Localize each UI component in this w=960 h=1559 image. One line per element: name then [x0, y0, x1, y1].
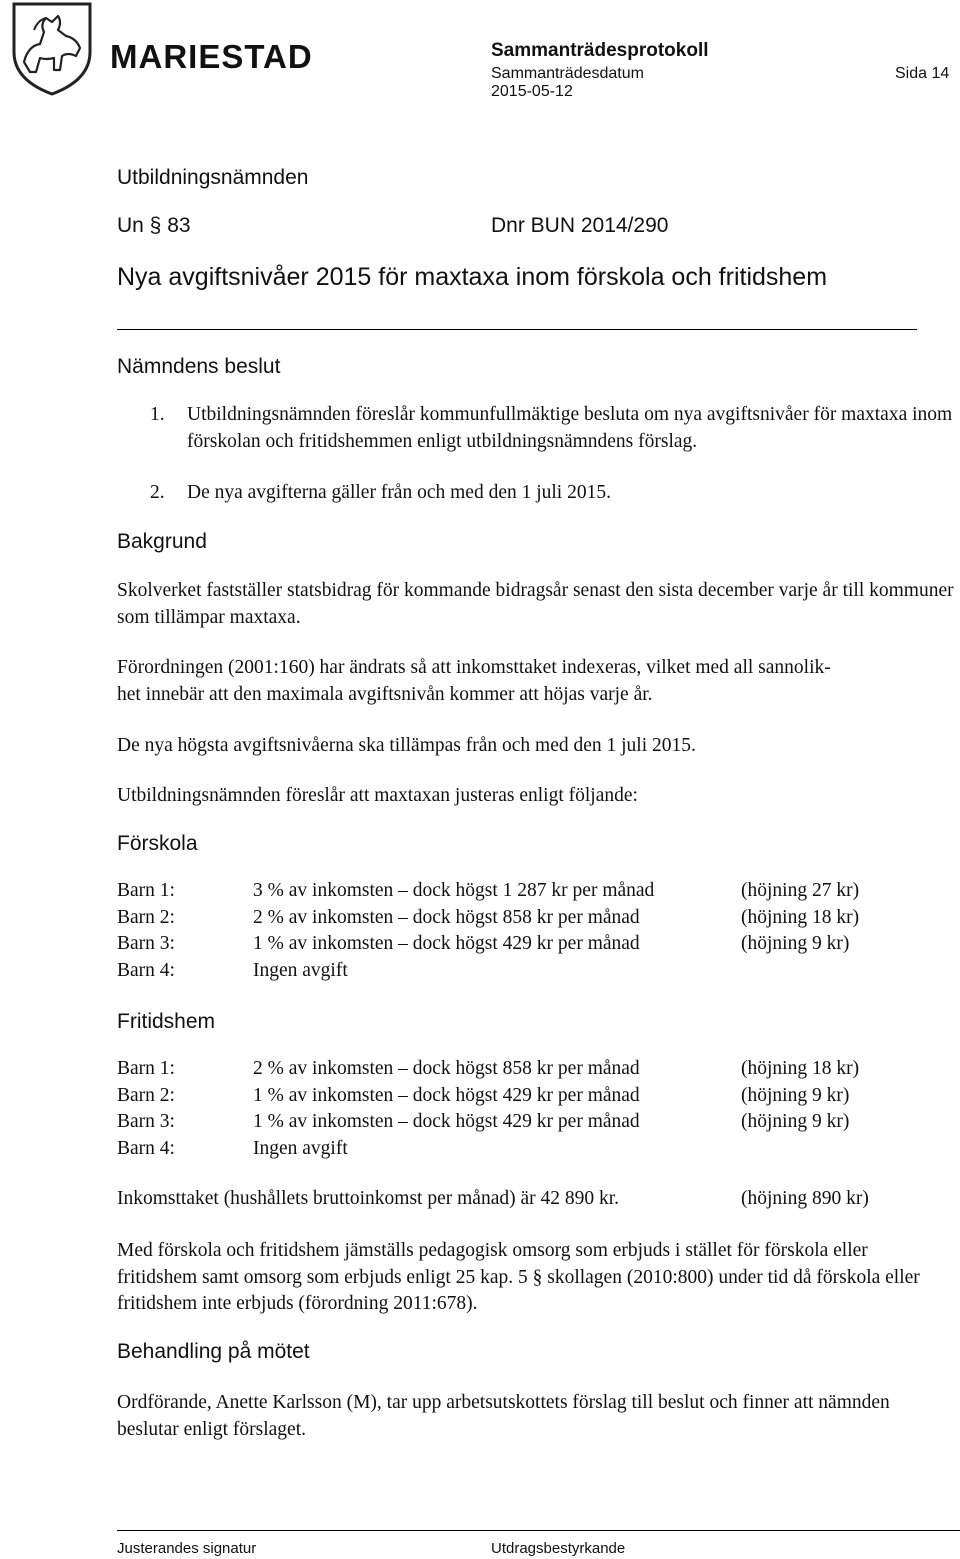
fee-amount: 1 % av inkomsten – dock högst 429 kr per månad	[253, 1111, 640, 1132]
background-heading: Bakgrund	[117, 530, 207, 553]
list-number: 1.	[150, 404, 165, 425]
logo-wordmark: MARIESTAD	[110, 38, 313, 75]
fee-raise: (höjning 9 kr)	[741, 1111, 850, 1132]
list-text: Utbildningsnämnden föreslår kommunfullmäktige besluta om nya avgiftsnivåer för maxtaxa inom förskolan och fritidshemmen enligt utbildningsnämndens förslag.	[187, 404, 953, 452]
fee-row	[117, 880, 957, 907]
fee-raise: (höjning 9 kr)	[741, 1085, 850, 1106]
fee-row	[117, 1085, 957, 1112]
fee-amount: 1 % av inkomsten – dock högst 429 kr per månad	[253, 933, 640, 954]
fee-row	[117, 1138, 957, 1165]
fee-child: Barn 3:	[117, 933, 175, 954]
fee-child: Barn 4:	[117, 1138, 175, 1159]
fee-amount: 2 % av inkomsten – dock högst 858 kr per månad	[253, 907, 640, 928]
title-divider	[117, 329, 917, 330]
fritidshem-heading: Fritidshem	[117, 1010, 216, 1033]
fee-amount: Ingen avgift	[253, 1138, 348, 1159]
fee-raise: (höjning 18 kr)	[741, 907, 860, 928]
background-paragraph: Utbildningsnämnden föreslår att maxtaxan justeras enligt följande:	[117, 785, 638, 806]
fee-row	[117, 1058, 957, 1085]
page-number: Sida 14	[895, 65, 950, 82]
fee-row	[117, 960, 957, 987]
fee-amount: 3 % av inkomsten – dock högst 1 287 kr per månad	[253, 880, 655, 901]
fee-raise: (höjning 18 kr)	[741, 1058, 860, 1079]
fee-row	[117, 1111, 957, 1138]
background-paragraph-line: Förordningen (2001:160) har ändrats så att inkomsttaket indexeras, vilket med all sannolik-	[117, 657, 831, 678]
fee-child: Barn 1:	[117, 1058, 175, 1079]
fee-row	[117, 907, 957, 934]
fee-child: Barn 3:	[117, 1111, 175, 1132]
mariestad-coat-of-arms-icon	[10, 0, 94, 96]
diary-number: Dnr BUN 2014/290	[491, 214, 669, 237]
fee-raise: (höjning 9 kr)	[741, 933, 850, 954]
document-type: Sammanträdesprotokoll	[491, 40, 709, 61]
footer-divider	[117, 1530, 960, 1531]
certification-label: Utdragsbestyrkande	[491, 1540, 626, 1557]
list-number: 2.	[150, 482, 165, 503]
fee-row	[117, 933, 957, 960]
committee-name: Utbildningsnämnden	[117, 166, 309, 189]
care-note-paragraph: Med förskola och fritidshem jämställs pedagogisk omsorg som erbjuds i stället för förskola eller fritidshem samt omsorg som erbjuds enligt 25 kap. 5 § skollagen (2010:800) under tid då förskola eller fritidshem inte erbjuds (förordning 2011:678).	[117, 1240, 920, 1314]
page-title: Nya avgiftsnivåer 2015 för maxtaxa inom förskola och fritidshem	[117, 263, 828, 291]
fee-child: Barn 1:	[117, 880, 175, 901]
fee-child: Barn 2:	[117, 907, 175, 928]
meeting-heading: Behandling på mötet	[117, 1340, 310, 1363]
background-paragraph-line: het innebär att den maximala avgiftsnivån kommer att höjas varje år.	[117, 684, 653, 705]
income-cap-raise: (höjning 890 kr)	[741, 1188, 869, 1209]
fee-amount: 2 % av inkomsten – dock högst 858 kr per månad	[253, 1058, 640, 1079]
background-paragraph: De nya högsta avgiftsnivåerna ska tillämpas från och med den 1 juli 2015.	[117, 735, 696, 756]
list-text: De nya avgifterna gäller från och med den 1 juli 2015.	[187, 482, 611, 503]
meeting-paragraph: Ordförande, Anette Karlsson (M), tar upp arbetsutskottets förslag till beslut och finner att nämnden beslutar enligt förslaget.	[117, 1392, 890, 1440]
fee-child: Barn 2:	[117, 1085, 175, 1106]
decision-heading: Nämndens beslut	[117, 355, 281, 378]
signature-label: Justerandes signatur	[117, 1540, 257, 1557]
income-cap-row	[117, 1188, 957, 1215]
background-paragraph: Skolverket fastställer statsbidrag för kommande bidragsår senast den sista december varje år till kommuner som tillämpar maxtaxa.	[117, 580, 954, 628]
fee-raise: (höjning 27 kr)	[741, 880, 860, 901]
fee-amount: Ingen avgift	[253, 960, 348, 981]
case-number: Un § 83	[117, 214, 191, 237]
meeting-date: 2015-05-12	[491, 83, 573, 100]
fee-amount: 1 % av inkomsten – dock högst 429 kr per månad	[253, 1085, 640, 1106]
income-cap-text: Inkomsttaket (hushållets bruttoinkomst per månad) är 42 890 kr.	[117, 1188, 620, 1209]
forskola-heading: Förskola	[117, 832, 198, 855]
meeting-date-label: Sammanträdesdatum	[491, 65, 644, 82]
fee-child: Barn 4:	[117, 960, 175, 981]
